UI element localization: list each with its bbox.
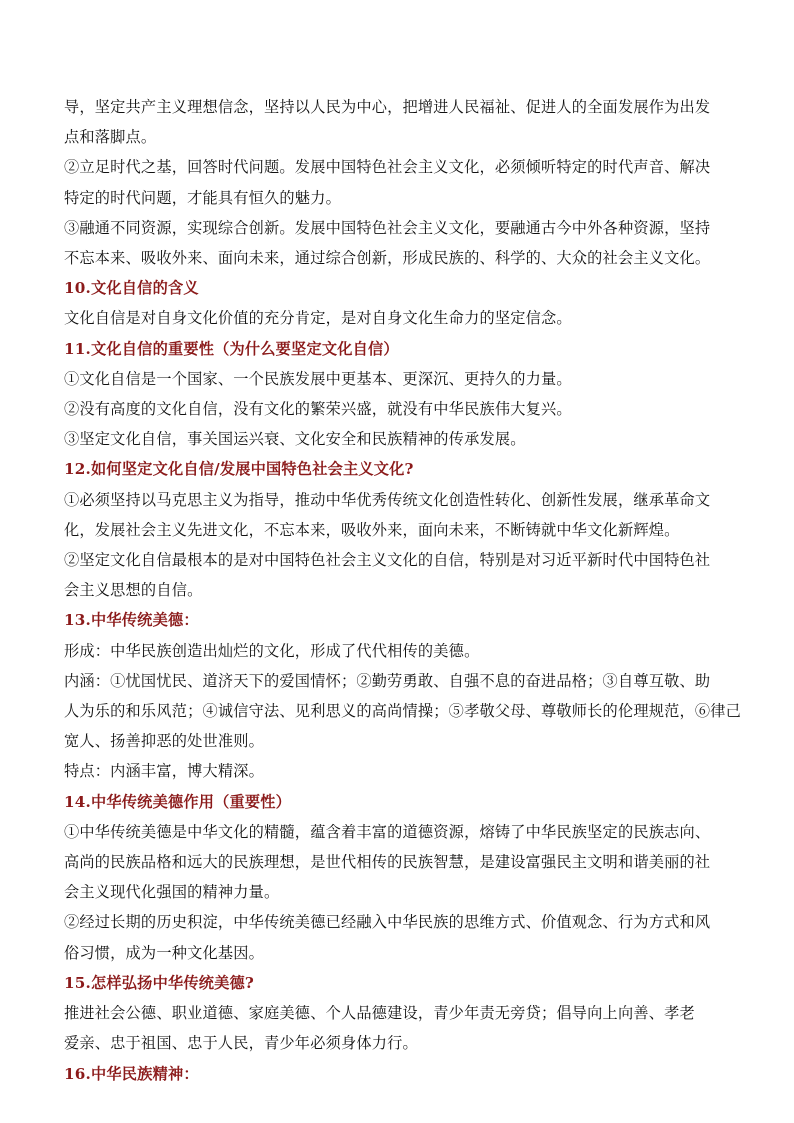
section-heading: 12.如何坚定文化自信/发展中国特色社会主义文化? [64,460,414,479]
text-line: ②坚定文化自信最根本的是对中国特色社会主义文化的自信，特别是对习近平新时代中国特色社 [64,551,711,570]
section-heading: 11.文化自信的重要性（为什么要坚定文化自信） [64,339,399,358]
text-line: 爱亲、忠于祖国、忠于人民，青少年必须身体力行。 [64,1034,418,1053]
section-heading: 15.怎样弘扬中华传统美德? [64,973,254,992]
text-line: 不忘本来、吸收外来、面向未来，通过综合创新，形成民族的、科学的、大众的社会主义文化。 [64,249,711,268]
text-line: 人为乐的和乐风范；④诚信守法、见利思义的高尚情操；⑤孝敬父母、尊敬师长的伦理规范，⑥律己 [64,702,742,721]
text-line: 内涵：①忧国忧民、道济天下的爱国情怀；②勤劳勇敢、自强不息的奋进品格；③自尊互敬、助 [64,671,711,690]
text-line: 俗习惯，成为一种文化基因。 [64,943,265,962]
text-line: ②经过长期的历史积淀，中华传统美德已经融入中华民族的思维方式、价值观念、行为方式和风 [64,913,711,932]
text-line: ②没有高度的文化自信，没有文化的繁荣兴盛，就没有中华民族伟大复兴。 [64,400,572,419]
text-line: ③融通不同资源，实现综合创新。发展中国特色社会主义文化，要融通古今中外各种资源，坚持 [64,218,711,237]
text-line: ③坚定文化自信，事关国运兴衰、文化安全和民族精神的传承发展。 [64,430,526,449]
section-heading: 13.中华传统美德： [64,611,199,630]
text-line: 点和落脚点。 [64,128,157,147]
text-line: 化，发展社会主义先进文化，不忘本来，吸收外来，面向未来，不断铸就中华文化新辉煌。 [64,520,680,539]
text-line: 形成：中华民族创造出灿烂的文化，形成了代代相传的美德。 [64,641,480,660]
text-line: ①必须坚持以马克思主义为指导，推动中华优秀传统文化创造性转化、创新性发展，继承革命文 [64,490,711,509]
text-line: 特定的时代问题，才能具有恒久的魅力。 [64,188,341,207]
section-heading: 10.文化自信的含义 [64,279,199,298]
text-line: ①文化自信是一个国家、一个民族发展中更基本、更深沉、更持久的力量。 [64,369,572,388]
text-line: 推进社会公德、职业道德、家庭美德、个人品德建设，青少年责无旁贷；倡导向上向善、孝老 [64,1004,695,1023]
text-line: 特点：内涵丰富，博大精深。 [64,762,265,781]
text-line: ①中华传统美德是中华文化的精髓，蕴含着丰富的道德资源，熔铸了中华民族坚定的民族志向、 [64,822,711,841]
text-line: 文化自信是对自身文化价值的充分肯定，是对自身文化生命力的坚定信念。 [64,309,572,328]
text-line: 会主义现代化强国的精神力量。 [64,883,280,902]
text-line: 导，坚定共产主义理想信念，坚持以人民为中心，把增进人民福祉、促进人的全面发展作为出发 [64,98,711,116]
text-line: 会主义思想的自信。 [64,581,203,600]
text-line: 高尚的民族品格和远大的民族理想，是世代相传的民族智慧，是建设富强民主文明和谐美丽的社 [64,853,711,872]
text-line: ②立足时代之基，回答时代问题。发展中国特色社会主义文化，必须倾听特定的时代声音、解决 [64,158,711,177]
section-heading: 14.中华传统美德作用（重要性） [64,792,292,811]
section-heading: 16.中华民族精神： [64,1064,199,1083]
text-line: 宽人、扬善抑恶的处世准则。 [64,732,265,751]
